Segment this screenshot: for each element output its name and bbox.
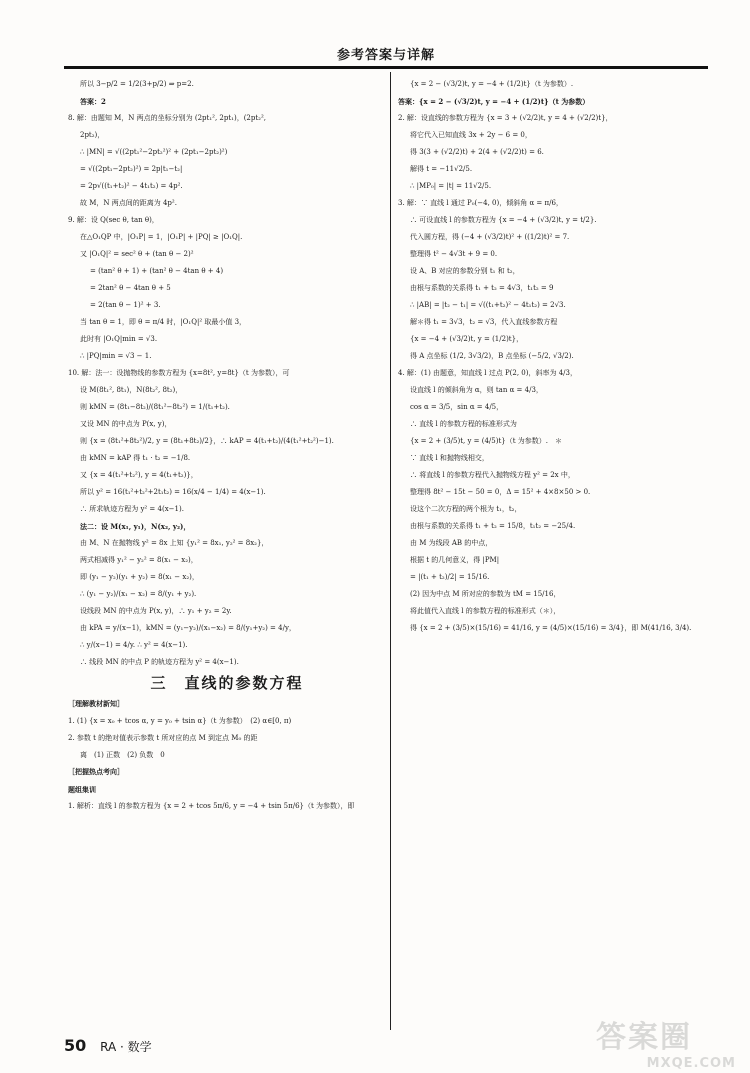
text-line: (2) 因为中点 M 所对应的参数为 tM = 15/16， <box>410 590 561 598</box>
text-line: = 2tan² θ − 4tan θ + 5 <box>90 284 171 292</box>
text-line: ∴ 可设直线 l 的参数方程为 {x = −4 + (√3/2)t, y = t/2}. <box>410 216 597 224</box>
text-line: ∴ 将直线 l 的参数方程代入抛物线方程 y² = 2x 中， <box>410 471 575 479</box>
text-line: 由根与系数的关系得 t₁ + t₂ = 4√3，t₁t₂ = 9 <box>410 284 554 292</box>
text-line: 1. 解析：直线 l 的参数方程为 {x = 2 + tcos 5π/6, y = −4 + tsin 5π/6}（t 为参数），即 <box>68 802 355 810</box>
text-line: 得 A 点坐标 (1/2, 3√3/2)，B 点坐标 (−5/2, √3/2). <box>410 352 574 360</box>
text-line: ∴ 直线 l 的参数方程的标准形式为 <box>410 420 517 428</box>
text-line: 设线段 MN 的中点为 P(x, y)，∴ y₁ + y₂ = 2y. <box>80 607 232 615</box>
text-line: 由 kMN = kAP 得 t₁ · t₂ = −1/8. <box>80 454 191 462</box>
text-line: ∴ |MP₀| = |t| = 11√2/5. <box>410 182 492 190</box>
text-line: 设这个二次方程的两个根为 t₁，t₂， <box>410 505 522 513</box>
text-line: 所以 3−p/2 = 1/2(3+p/2) ⇒ p=2. <box>80 80 194 88</box>
text-line: 解＊得 t₁ = 3√3，t₂ = √3，代入直线参数方程 <box>410 318 558 326</box>
text-line: 将此值代入直线 l 的参数方程的标准形式（＊）， <box>410 607 561 615</box>
text-line: ∴ |PQ|min = √3 − 1. <box>80 352 152 360</box>
text-line: 离 (1) 正数 (2) 负数 0 <box>80 751 165 759</box>
text-line: 即 (y₁ − y₂)(y₁ + y₂) = 8(x₁ − x₂)， <box>80 573 199 581</box>
text-line: 得 3(3 + (√2/2)t) + 2(4 + (√2/2)t) = 6. <box>410 148 544 156</box>
left-column <box>68 76 386 815</box>
text-line: 9. 解：设 Q(sec θ, tan θ)， <box>68 216 159 224</box>
text-line: {x = 2 + (3/5)t, y = (4/5)t}（t 为参数）. ＊ <box>410 437 563 445</box>
text-line: 设 M(8t₁², 8t₁)，N(8t₂², 8t₂)， <box>80 386 183 394</box>
text-line: 两式相减得 y₁² − y₂² = 8(x₁ − x₂)， <box>80 556 198 564</box>
text-line: ∴ |AB| = |t₂ − t₁| = √((t₁+t₂)² − 4t₁t₂) = 2√3. <box>410 301 566 309</box>
text-line: 当 tan θ = 1，即 θ = π/4 时，|O₁Q|² 取最小值 3， <box>80 318 247 326</box>
text-line: 又 |O₁Q|² = sec² θ + (tan θ − 2)² <box>80 250 194 258</box>
text-line: 解得 t = −11√2/5. <box>410 165 473 173</box>
text-line: = (tan² θ + 1) + (tan² θ − 4tan θ + 4) <box>90 267 224 275</box>
right-column <box>398 76 718 637</box>
text-line: 此时有 |O₁Q|min = √3. <box>80 335 158 343</box>
text-line: 由 M 为线段 AB 的中点， <box>410 539 493 547</box>
text-line: ∴ y/(x−1) = 4/y. ∴ y² = 4(x−1). <box>80 641 188 649</box>
text-line: 由根与系数的关系得 t₁ + t₂ = 15/8，t₁t₂ = −25/4. <box>410 522 576 530</box>
text-line: 故 M，N 两点间的距离为 4p². <box>80 199 177 207</box>
text-line: 8. 解：由题知 M，N 两点的坐标分别为 (2pt₁², 2pt₁)，(2pt₂², <box>68 114 267 122</box>
text-line: 在△O₁QP 中，|O₁P| = 1，|O₁P| + |PQ| ≥ |O₁Q|. <box>80 233 243 241</box>
text-line: {x = −4 + (√3/2)t, y = (1/2)t}， <box>410 335 524 343</box>
text-line: cos α = 3/5，sin α = 4/5， <box>410 403 504 411</box>
answer-line: 答案：{x = 2 − (√3/2)t, y = −4 + (1/2)t}（t 为参数） <box>398 97 590 106</box>
text-line: 整理得 8t² − 15t − 50 = 0，Δ = 15² + 4×8×50 > 0. <box>410 488 591 496</box>
text-line: 由 M、N 在抛物线 y² = 8x 上知 {y₁² = 8x₁, y₂² = 8x₂}， <box>80 539 269 547</box>
text-line: ∵ 直线 l 和抛物线相交， <box>410 454 489 462</box>
text-line: 将它代入已知直线 3x + 2y − 6 = 0， <box>410 131 532 139</box>
text-line: 2pt₂)， <box>80 131 105 139</box>
header-rule <box>64 66 708 69</box>
text-line: 根据 t 的几何意义，得 |PM| <box>410 556 500 564</box>
subsection-label: ［把握热点考向］ <box>68 768 124 776</box>
text-line: 2. 解：设直线的参数方程为 {x = 3 + (√2/2)t, y = 4 + (√2/2)t}， <box>398 114 613 122</box>
subsection-label: ［理解教材新知］ <box>68 700 124 708</box>
text-line: ∴ 线段 MN 的中点 P 的轨迹方程为 y² = 4(x−1). <box>80 658 239 666</box>
text-line: 代入圆方程，得 (−4 + (√3/2)t)² + ((1/2)t)² = 7. <box>410 233 570 241</box>
text-line: = √((2pt₁−2pt₂)²) = 2p|t₁−t₂| <box>80 165 183 173</box>
column-divider <box>390 72 391 1030</box>
text-line: 3. 解：∵ 直线 l 通过 P₀(−4, 0)，倾斜角 α = π/6， <box>398 199 563 207</box>
page-footer <box>64 1036 152 1055</box>
watermark-text: 答案圈 <box>596 1020 692 1055</box>
text-line: = 2p√((t₁+t₂)² − 4t₁t₂) = 4p². <box>80 182 183 190</box>
page-number: 50 <box>64 1036 87 1055</box>
text-line: 1. (1) {x = x₀ + tcos α, y = y₀ + tsin α}（t 为参数） (2) α∈[0, π) <box>68 717 292 725</box>
text-line: 则 {x = (8t₁²+8t₂²)/2, y = (8t₁+8t₂)/2}，∴ kAP = 4(t₁+t₂)/(4(t₁²+t₂²)−1). <box>80 437 334 445</box>
text-line: 又设 MN 的中点为 P(x, y)， <box>80 420 172 428</box>
text-line: ∴ |MN| = √((2pt₁²−2pt₂²)² + (2pt₁−2pt₂)²) <box>80 148 228 156</box>
text-line: 法二：设 M(x₁, y₁)，N(x₂, y₂)， <box>80 522 191 531</box>
text-line: 又 {x = 4(t₁²+t₂²), y = 4(t₁+t₂)}， <box>80 471 198 479</box>
text-line: 2. 参数 t 的绝对值表示参数 t 所对应的点 M 到定点 M₀ 的距 <box>68 734 258 742</box>
watermark-logo <box>596 1012 736 1071</box>
text-line: ∴ 所求轨迹方程为 y² = 4(x−1). <box>80 505 184 513</box>
footer-label: RA · 数学 <box>100 1040 152 1054</box>
text-line: 整理得 t² − 4√3t + 9 = 0. <box>410 250 498 258</box>
text-line: 所以 y² = 16(t₁²+t₂²+2t₁t₂) = 16(x/4 − 1/4) = 4(x−1). <box>80 488 266 496</box>
section-title: 三 直线的参数方程 <box>150 674 304 692</box>
text-line: 得 {x = 2 + (3/5)×(15/16) = 41/16, y = (4/5)×(15/16) = 3/4}，即 M(41/16, 3/4). <box>410 624 692 632</box>
text-line: {x = 2 − (√3/2)t, y = −4 + (1/2)t}（t 为参数）. <box>410 80 574 88</box>
text-line: ∴ (y₁ − y₂)/(x₁ − x₂) = 8/(y₁ + y₂). <box>80 590 197 598</box>
text-line: 则 kMN = (8t₁−8t₂)/(8t₁²−8t₂²) = 1/(t₁+t₂). <box>80 403 230 411</box>
text-line: 设直线 l 的倾斜角为 α，则 tan α = 4/3， <box>410 386 543 394</box>
text-line: 10. 解：法一：设抛物线的参数方程为 {x=8t², y=8t}（t 为参数），可 <box>68 369 290 377</box>
text-line: = |(t₁ + t₂)/2| = 15/16. <box>410 573 490 581</box>
text-line: 4. 解：(1) 由题意，知直线 l 过点 P(2, 0)，斜率为 4/3， <box>398 369 577 377</box>
page-header: 参考答案与详解 <box>336 48 435 63</box>
watermark-url: MXQE.COM <box>646 1056 736 1071</box>
text-line: 由 kPA = y/(x−1)，kMN = (y₁−y₂)/(x₁−x₂) = 8/(y₁+y₂) = 4/y， <box>80 624 296 632</box>
text-line: 设 A、B 对应的参数分别 t₁ 和 t₂， <box>410 267 520 275</box>
group-label: 题组集训 <box>68 785 96 794</box>
text-line: = 2(tan θ − 1)² + 3. <box>90 301 161 309</box>
answer-line: 答案：2 <box>80 97 106 106</box>
